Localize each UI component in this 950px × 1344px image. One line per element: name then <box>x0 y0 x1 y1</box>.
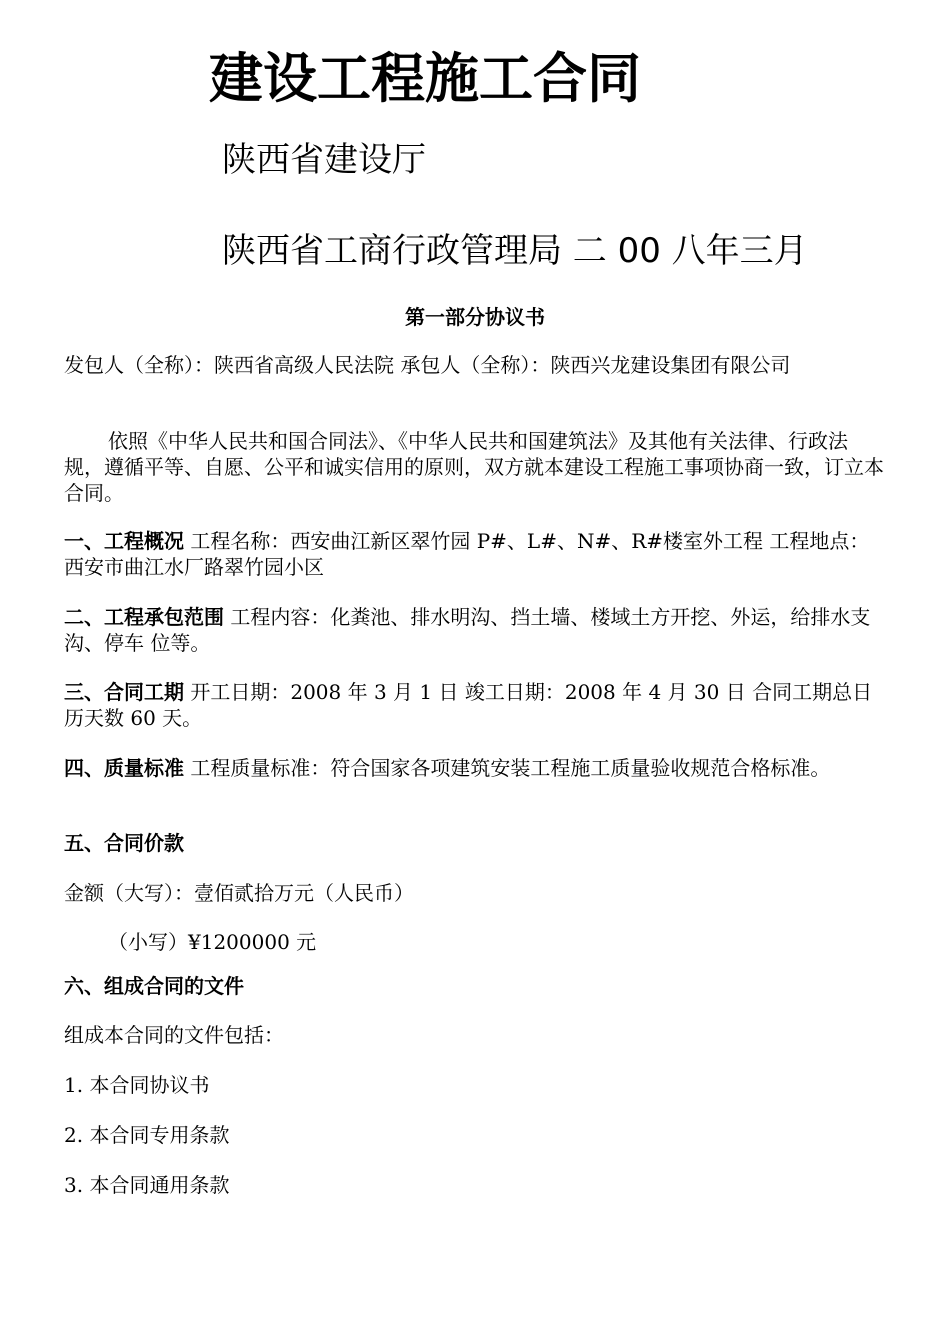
section-body: 工程质量标准：符合国家各项建筑安装工程施工质量验收规范合格标准。 <box>184 756 831 780</box>
list-item: 1. 本合同协议书 <box>64 1073 210 1097</box>
issuer-commerce-bureau: 陕西省工商行政管理局 二 00 八年三月 <box>222 231 808 271</box>
section-body: 开工日期：2008 年 3 月 1 日 竣工日期：2008 年 4 月 30 日 合同工期总日历天数 60 天。 <box>64 680 873 730</box>
section-scope <box>64 604 884 656</box>
section-heading: 六、组成合同的文件 <box>64 974 244 998</box>
contract-title: 建设工程施工合同 <box>209 47 641 110</box>
section-body: 工程内容：化粪池、排水明沟、挡土墙、楼域土方开挖、外运，给排水支沟、停车 位等。 <box>64 605 871 655</box>
section-heading: 一、工程概况 <box>64 529 184 553</box>
documents-intro: 组成本合同的文件包括： <box>64 1023 284 1047</box>
part-one-title: 第一部分协议书 <box>405 305 545 329</box>
section-contract-documents <box>64 973 884 999</box>
section-heading: 二、工程承包范围 <box>64 605 224 629</box>
section-heading: 五、合同价款 <box>64 831 184 855</box>
section-heading: 三、合同工期 <box>64 680 184 704</box>
list-item: 2. 本合同专用条款 <box>64 1123 230 1147</box>
section-project-overview <box>64 528 884 580</box>
list-item: 3. 本合同通用条款 <box>64 1173 230 1197</box>
amount-in-figures: （小写）¥1200000 元 <box>108 930 317 954</box>
section-quality <box>64 755 884 781</box>
parties-paragraph: 发包人（全称）：陕西省高级人民法院 承包人（全称）：陕西兴龙建设集团有限公司 <box>64 353 791 377</box>
amount-in-words: 金额（大写）：壹佰贰拾万元（人民币） <box>64 881 414 905</box>
section-body: 工程名称：西安曲江新区翠竹园 P#、L#、N#、R#楼室外工程 工程地点：西安市曲江水厂路翠竹园小区 <box>64 529 870 579</box>
section-schedule <box>64 679 884 731</box>
intro-paragraph: 依照《中华人民共和国合同法》、《中华人民共和国建筑法》及其他有关法律、行政法规，遵循平等、自愿、公平和诚实信用的原则，双方就本建设工程施工事项协商一致，订立本合同。 <box>64 429 884 505</box>
issuer-construction-dept: 陕西省建设厅 <box>222 140 426 180</box>
section-price <box>64 830 884 856</box>
section-heading: 四、质量标准 <box>64 756 184 780</box>
